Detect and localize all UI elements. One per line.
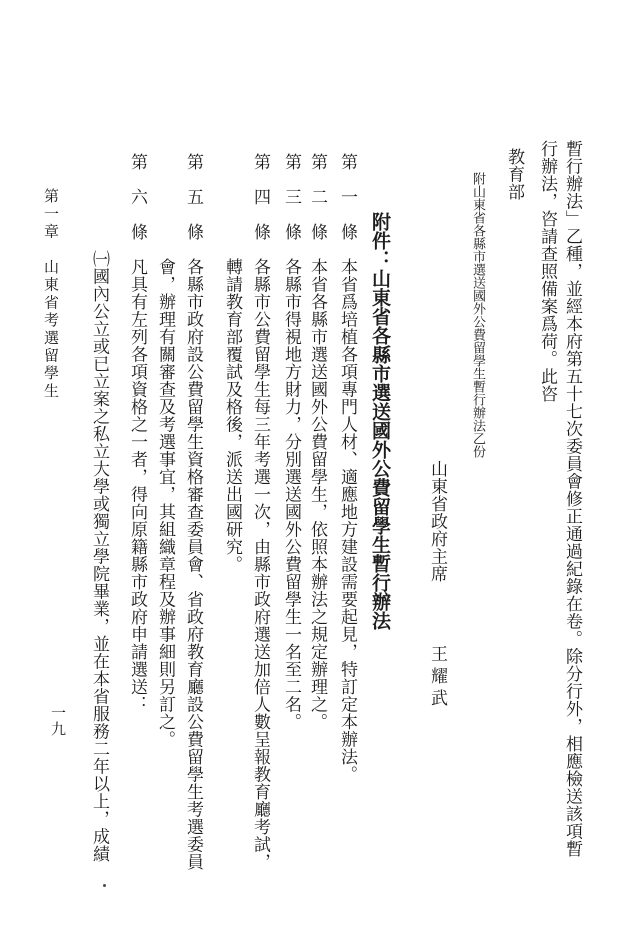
article-6-column-1: 第 六 條 凡具有左列各項資格之一者，得向原籍縣市政府申請選送： (128, 153, 147, 713)
running-chapter-header: 第一章 山東省考選留學生 (42, 188, 58, 401)
article-4-column-2: 轉請教育部覆試及格後，派送出國研究。 (223, 258, 242, 573)
article-3-column: 第 三 條 各縣市得視地方財力，分別選送國外公費留學生一名至二名。 (282, 153, 301, 731)
letter-body-column-1: 暫行辦法」乙種，並經本府第五十七次委員會修正通過紀錄在卷。除分行外，相應檢送該項暫 (563, 140, 582, 858)
letter-recipient: 教育部 (505, 148, 524, 201)
attachment-heading: 附件：山東省各縣市選送國外公費留學生暫行辦法 (369, 212, 390, 630)
stray-ink-dot (103, 884, 106, 887)
page-number: 一九 (49, 705, 65, 737)
article-5-column-1: 第 五 條 各縣市政府設公費留學生資格審查委員會、省政府教育廳設公費留學生考選委員 (184, 153, 203, 871)
letter-attachment-note: 附山東省各縣市選送國外公費留學生暫行辦法乙份 (471, 172, 486, 458)
letter-signer-title: 山東省政府主席 (428, 460, 447, 583)
article-2-column: 第 二 條 本省各縣市選送國外公費留學生，依照本辦法之規定辦理之。 (308, 153, 327, 731)
letter-signer-name: 王耀武 (428, 645, 447, 711)
article-4-column-1: 第 四 條 各縣市公費留學生每三年考選一次，由縣市政府選送加倍人數呈報教育廳考試， (251, 153, 270, 871)
article-6-column-2: ㈠國內公立或已立案之私立大學或獨立學院畢業，並在本省服務二年以上，成績 (90, 250, 109, 863)
article-5-column-2: 會，辦理有關審查及考選事宜，其組織章程及辦事細則另訂之。 (156, 258, 175, 748)
letter-body-column-2: 行辦法，咨請查照備案爲荷。此咨 (538, 140, 557, 403)
article-1-column: 第 一 條 本省爲培植各項專門人材、適應地方建設需要起見，特訂定本辦法。 (338, 153, 357, 783)
